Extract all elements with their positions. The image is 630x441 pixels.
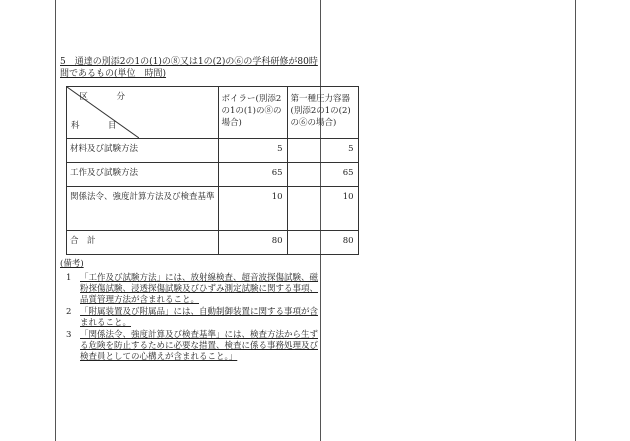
- cell-value: 65: [218, 163, 287, 187]
- left-border-line: [55, 0, 56, 441]
- corner-label-category: 区 分: [79, 92, 135, 102]
- table-row: [67, 139, 359, 163]
- table-row: [67, 187, 359, 231]
- row-label: 工作及び試験方法: [67, 163, 219, 187]
- remark-item: [60, 330, 322, 363]
- table-header-row: [67, 87, 359, 139]
- row-label: 関係法令、強度計算方法及び検査基準: [67, 187, 219, 231]
- remark-text: 「附属装置及び附属品」には、自動制御装置に関する事項が含まれること。: [80, 307, 319, 328]
- table-row: [67, 163, 359, 187]
- cell-value: 10: [287, 187, 358, 231]
- column-header-boiler: ボイラー(別添2の1の(1)の⑧の場合): [218, 87, 287, 139]
- remark-item: [60, 307, 322, 329]
- cell-value: 5: [287, 139, 358, 163]
- row-label: 材料及び試験方法: [67, 139, 219, 163]
- remarks-title: (備考): [60, 259, 84, 269]
- row-label: 合 計: [67, 231, 219, 255]
- remark-number: 3: [66, 330, 72, 340]
- cell-value: 65: [287, 163, 358, 187]
- remark-number: 2: [66, 307, 72, 317]
- cell-value: 80: [287, 231, 358, 255]
- cell-value: 80: [218, 231, 287, 255]
- hours-table: [66, 86, 359, 255]
- remark-text: 「関係法令、強度計算及び検査基準」には、検査方法から生ずる危険を防止するために必要な措置、検査に係る事務処理及び検査員としての心構えが含まれること。」: [80, 330, 319, 362]
- cell-value: 5: [218, 139, 287, 163]
- remark-number: 1: [66, 273, 72, 283]
- section-heading: 5 通達の別添2の1の(1)の⑧又は1の(2)の⑥の学科研修が80時間であるもの(単位 時間): [60, 57, 318, 79]
- remark-text: 「工作及び試験方法」には、放射線検査、超音波探傷試験、磁粉探傷試験、浸透探傷試験及びひずみ測定試験に関する事項、品質管理方法が含まれること。: [80, 273, 319, 305]
- cell-value: 10: [218, 187, 287, 231]
- remarks-section: [60, 259, 322, 364]
- diagonal-corner-cell: [67, 87, 219, 139]
- remark-item: [60, 273, 322, 306]
- column-header-pressure-vessel: 第一種圧力容器(別添2の1の(2)の⑥の場合): [287, 87, 358, 139]
- total-row: [67, 231, 359, 255]
- right-column-line: [575, 0, 576, 441]
- corner-label-subject: 科 目: [71, 121, 127, 131]
